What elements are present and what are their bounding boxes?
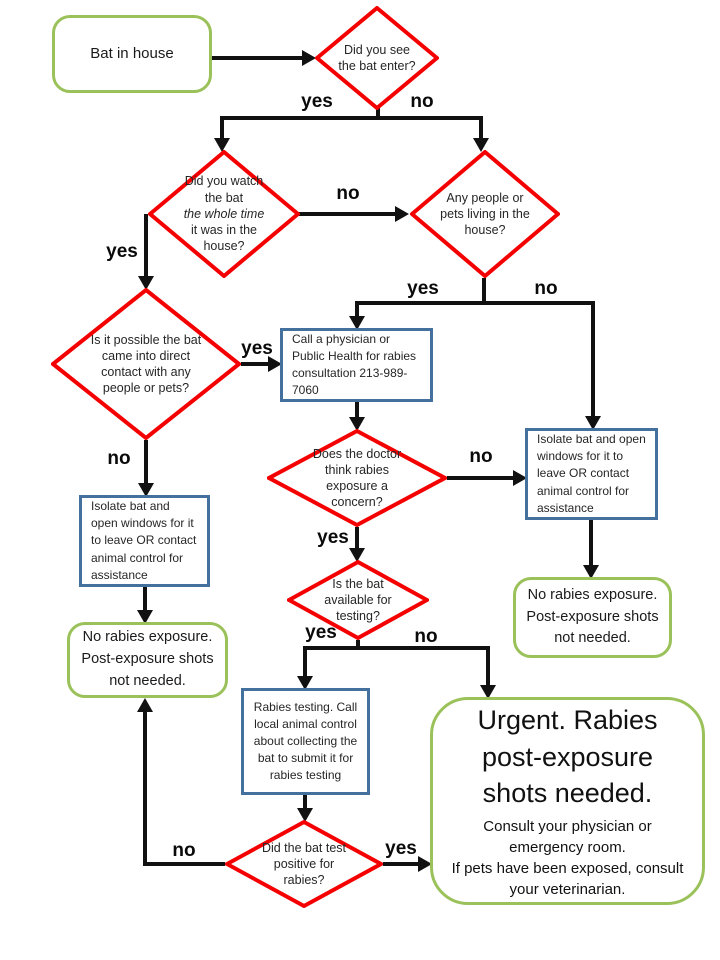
connector-available-no (486, 646, 490, 685)
edge-label-no: no (534, 278, 558, 299)
decision-label: Does the doctor think rabies exposure a concern? (312, 446, 402, 510)
process-call-physician (280, 328, 433, 402)
arrowhead-right-icon (395, 206, 409, 222)
decision-label: Did the bat test positive for rabies? (261, 840, 347, 888)
edge-label-yes: yes (385, 838, 417, 859)
edge-label-yes: yes (305, 622, 337, 643)
terminal-label: No rabies exposure. Post-exposure shots not needed. (81, 629, 214, 689)
arrowhead-right-icon (302, 50, 316, 66)
urgent-subtext-1: Consult your physician or emergency room. (483, 817, 652, 856)
edge-label-yes: yes (241, 338, 273, 359)
connector-people-pets-no (591, 301, 595, 416)
connector-result-yes (383, 862, 418, 866)
decision-direct-contact (51, 288, 241, 440)
edge-label-yes: yes (301, 91, 333, 112)
edge-label-no: no (414, 626, 438, 647)
decision-label (175, 173, 273, 254)
process-rabies-testing (241, 688, 370, 795)
connector-isolate-left-down (143, 587, 147, 610)
decision-label-part: Did you watch the bat (184, 174, 264, 205)
terminal-no-exposure-left (67, 622, 228, 698)
connector-result-no-horizontal (143, 862, 225, 866)
connector-people-pets-yes (355, 301, 359, 316)
decision-watched-whole-time (148, 150, 300, 278)
connector-available-yes (303, 646, 307, 676)
process-isolate-bat-left (79, 495, 210, 587)
urgent-title: Urgent. Rabies post-exposure shots needed. (477, 705, 658, 809)
process-label: Call a physician or Public Health for rabies consultation 213-989-7060 (292, 331, 417, 398)
decision-label: Any people or pets living in the house? (440, 190, 530, 238)
edge-label-no: no (336, 183, 360, 204)
connector-people-pets-branch (355, 301, 595, 305)
connector-direct-contact-no (144, 440, 148, 483)
connector-direct-contact-yes (241, 362, 268, 366)
edge-label-yes: yes (317, 527, 349, 548)
process-isolate-bat-right (525, 428, 658, 520)
terminal-label: No rabies exposure. Post-exposure shots not needed. (526, 586, 659, 647)
connector-call-to-doctor (355, 402, 359, 417)
connector-saw-enter-branch (220, 116, 483, 120)
connector-result-no-vertical (143, 712, 147, 866)
urgent-subtext-2: If pets have been exposed, consult your veterinarian. (451, 859, 684, 898)
terminal-urgent-shots-needed (430, 697, 705, 905)
terminal-no-exposure-right (513, 577, 672, 658)
process-label: Rabies testing. Call local animal control about collecting the bat to submit it for rabies testing (253, 699, 358, 783)
decision-label: Is it possible the bat came into direct contact with any people or pets? (90, 332, 202, 396)
edge-label-no: no (469, 446, 493, 467)
connector-start-to-saw-enter (210, 56, 302, 60)
connector-available-branch (303, 646, 490, 650)
connector-people-pets-stem (482, 278, 486, 303)
connector-doctor-yes (355, 527, 359, 548)
decision-doctor-concern (267, 429, 447, 527)
start-label: Bat in house (90, 44, 174, 62)
decision-label: Is the bat available for testing? (324, 576, 392, 624)
connector-testing-to-result (303, 795, 307, 808)
connector-isolate-right-down (589, 520, 593, 565)
edge-label-no: no (172, 840, 196, 861)
connector-saw-enter-no (479, 116, 483, 138)
edge-label-yes: yes (407, 278, 439, 299)
edge-label-yes: yes (106, 241, 138, 262)
connector-doctor-no (447, 476, 513, 480)
start-node-bat-in-house (52, 15, 212, 93)
connector-saw-enter-yes (220, 116, 224, 138)
connector-watched-no (298, 212, 395, 216)
edge-label-no: no (107, 448, 131, 469)
decision-label: Did you see the bat enter? (338, 42, 416, 73)
decision-test-positive (225, 820, 383, 908)
decision-bat-available (287, 560, 429, 640)
decision-label-part: it was in the house? (190, 223, 257, 254)
edge-label-no: no (410, 91, 434, 112)
process-label: Isolate bat and open windows for it to leave OR contact animal control for assistance (91, 499, 197, 582)
process-label: Isolate bat and open windows for it to leave OR contact animal control for assistance (537, 432, 646, 515)
decision-saw-bat-enter (315, 6, 439, 110)
decision-people-pets-in-house (410, 150, 560, 278)
arrowhead-up-icon (137, 698, 153, 712)
decision-label-italic: the whole time (183, 206, 265, 221)
